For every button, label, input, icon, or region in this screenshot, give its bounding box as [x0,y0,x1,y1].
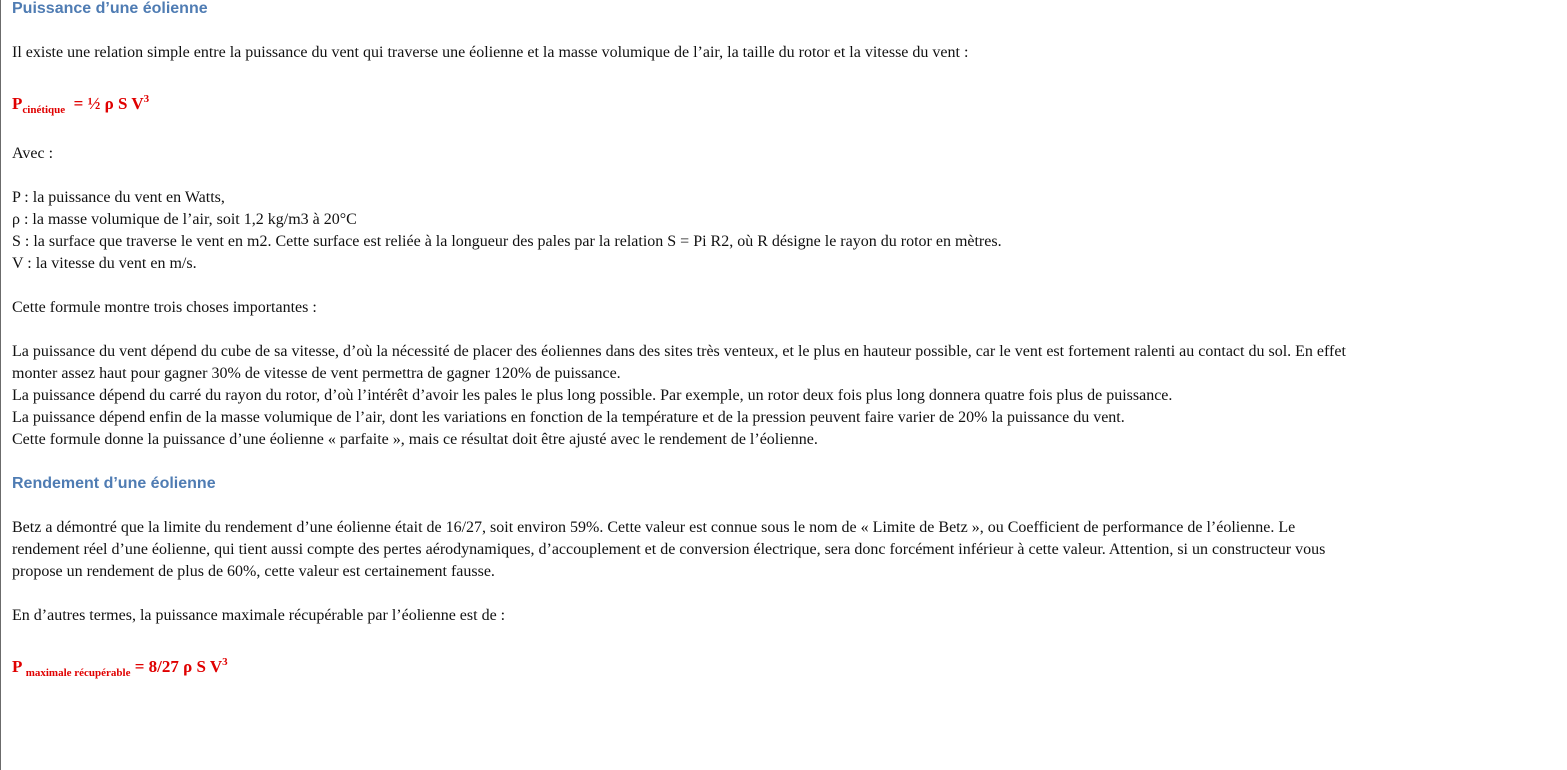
formula-symbol: P [12,657,22,676]
avec-label: Avec : [12,145,54,162]
definition-s: S : la surface que traverse le vent en m2. Cette surface est reliée à la longueur des pales par la relation S = Pi R2, où R désigne le rayon du rotor en mètres. [12,233,1002,250]
betz-line-2: rendement réel d’une éolienne, qui tient aussi compte des pertes aérodynamiques, d’accouplement et de conversion électrique, sera donc forcément inférieur à cette valeur. Attention, si un constructeur vous [12,541,1326,558]
points-list [12,341,1567,451]
left-border [0,0,1,770]
formula-symbol: P [12,94,23,113]
point-cube-speed-cont: monter assez haut pour gagner 30% de vitesse de vent permettra de gagner 120% de puissance. [12,365,621,382]
point-air-density: La puissance dépend enfin de la masse volumique de l’air, dont les variations en fonction de la température et de la pression peuvent faire varier de 20% la puissance du vent. [12,409,1125,426]
formula-exponent: 3 [222,656,228,668]
definition-p: P : la puissance du vent en Watts, [12,189,225,206]
formula-max-power [12,651,1567,684]
point-cube-speed: La puissance du vent dépend du cube de sa vitesse, d’où la nécessité de placer des éoliennes dans des sites très venteux, et le plus en hauteur possible, car le vent est fortement ralenti au contact du sol. En effet [12,343,1346,360]
max-power-lead: En d’autres termes, la puissance maximale récupérable par l’éolienne est de : [12,607,506,624]
betz-paragraph [12,517,1567,583]
formula-subscript: cinétique [22,104,66,116]
definition-v: V : la vitesse du vent en m/s. [12,255,197,272]
intro-paragraph: Il existe une relation simple entre la puissance du vent qui traverse une éolienne et la masse volumique de l’air, la taille du rotor et la vitesse du vent : [12,44,969,61]
formula-subscript: maximale récupérable [25,667,131,679]
betz-line-3: propose un rendement de plus de 60%, cette valeur est certainement fausse. [12,563,495,580]
section-title-rendement: Rendement d’une éolienne [12,475,216,492]
point-perfect-turbine: Cette formule donne la puissance d’une éolienne « parfaite », mais ce résultat doit être ajusté avec le rendement de l’éolienne. [12,431,818,448]
section-title-puissance: Puissance d’une éolienne [12,0,208,17]
definition-rho: ρ : la masse volumique de l’air, soit 1,2 kg/m3 à 20°C [12,211,357,228]
article-content [12,0,1567,684]
formula-rhs: = ½ ρ S V [73,94,144,113]
point-rotor-radius: La puissance dépend du carré du rayon du rotor, d’où l’intérêt d’avoir les pales le plus long possible. Par exemple, un rotor deux fois plus long donnera quatre fois plus de puissance. [12,387,1173,404]
formula-exponent: 3 [143,93,150,105]
definitions-list [12,187,1567,275]
betz-line-1: Betz a démontré que la limite du rendement d’une éolienne était de 16/27, soit environ 59%. Cette valeur est connue sous le nom de « Limite de Betz », ou Coefficient de performance de l’éolienne. Le [12,519,1296,536]
formula-rhs: = 8/27 ρ S V [134,657,223,676]
three-points-lead: Cette formule montre trois choses importantes : [12,299,317,316]
formula-kinetic-power [12,88,1567,121]
